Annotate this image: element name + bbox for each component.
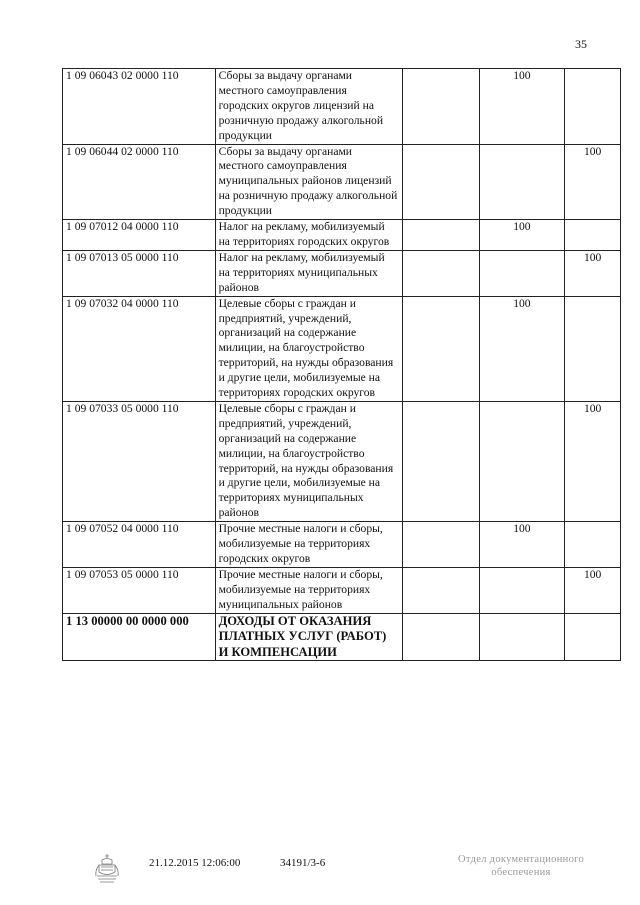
row-value-col-1 [402, 522, 479, 568]
row-code: 1 09 06044 02 0000 110 [63, 144, 216, 220]
row-value-col-2: 100 [479, 296, 565, 401]
stamp-line-2: обеспечения [491, 867, 551, 878]
row-code: 1 09 07012 04 0000 110 [63, 220, 216, 251]
row-value-col-3 [565, 613, 621, 661]
table-row [63, 220, 621, 251]
table-row [63, 69, 621, 145]
row-name: Налог на рекламу, мобилизуемый на территориях муниципальных районов [215, 250, 402, 296]
row-code: 1 09 07053 05 0000 110 [63, 567, 216, 613]
row-value-col-3 [565, 220, 621, 251]
row-name: Налог на рекламу, мобилизуемый на территориях городских округов [215, 220, 402, 251]
table-row [63, 250, 621, 296]
row-code: 1 09 07052 04 0000 110 [63, 522, 216, 568]
row-value-col-1 [402, 144, 479, 220]
row-code: 1 09 07032 04 0000 110 [63, 296, 216, 401]
row-code: 1 09 07033 05 0000 110 [63, 401, 216, 521]
row-value-col-2 [479, 250, 565, 296]
row-value-col-3: 100 [565, 250, 621, 296]
row-value-col-1 [402, 250, 479, 296]
row-name: Прочие местные налоги и сборы, мобилизуемые на территориях муниципальных районов [215, 567, 402, 613]
row-value-col-3: 100 [565, 401, 621, 521]
department-stamp [446, 853, 596, 879]
row-name: Прочие местные налоги и сборы, мобилизуемые на территориях городских округов [215, 522, 402, 568]
row-value-col-3 [565, 69, 621, 145]
row-value-col-2 [479, 613, 565, 661]
table-row [63, 613, 621, 661]
footer-datetime: 21.12.2015 12:06:00 [149, 857, 241, 869]
row-value-col-1 [402, 296, 479, 401]
page-number: 35 [575, 37, 587, 51]
table-row [63, 401, 621, 521]
row-code: 1 09 06043 02 0000 110 [63, 69, 216, 145]
row-value-col-2: 100 [479, 220, 565, 251]
row-value-col-3 [565, 522, 621, 568]
row-name: Целевые сборы с граждан и предприятий, учреждений, организаций на содержание милиции, на благоустройство территорий, на нужды образования и другие цели, мобилизуемые на территориях муниципальных районов [215, 401, 402, 521]
row-value-col-2 [479, 401, 565, 521]
row-name: ДОХОДЫ ОТ ОКАЗАНИЯ ПЛАТНЫХ УСЛУГ (РАБОТ) И КОМПЕНСАЦИИ [215, 613, 402, 661]
table-row [63, 296, 621, 401]
emblem-icon [94, 852, 120, 886]
row-value-col-2: 100 [479, 69, 565, 145]
row-value-col-2: 100 [479, 522, 565, 568]
table-row [63, 144, 621, 220]
table-row [63, 522, 621, 568]
row-code: 1 13 00000 00 0000 000 [63, 613, 216, 661]
row-name: Целевые сборы с граждан и предприятий, учреждений, организаций на содержание милиции, на благоустройство территорий, на нужды образования и другие цели, мобилизуемые на территориях городских округов [215, 296, 402, 401]
row-value-col-3: 100 [565, 567, 621, 613]
revenue-table [62, 68, 621, 661]
row-value-col-1 [402, 401, 479, 521]
row-value-col-3 [565, 296, 621, 401]
row-value-col-2 [479, 567, 565, 613]
row-value-col-1 [402, 69, 479, 145]
stamp-line-1: Отдел документационного [457, 854, 585, 865]
row-code: 1 09 07013 05 0000 110 [63, 250, 216, 296]
row-value-col-3: 100 [565, 144, 621, 220]
row-name: Сборы за выдачу органами местного самоуправления муниципальных районов лицензий на розничную продажу алкогольной продукции [215, 144, 402, 220]
footer-doc-number: 34191/3-6 [280, 857, 326, 869]
row-value-col-1 [402, 613, 479, 661]
row-value-col-1 [402, 567, 479, 613]
row-name: Сборы за выдачу органами местного самоуправления городских округов лицензий на розничную продажу алкогольной продукции [215, 69, 402, 145]
row-value-col-1 [402, 220, 479, 251]
table-body [63, 69, 621, 661]
table-row [63, 567, 621, 613]
row-value-col-2 [479, 144, 565, 220]
